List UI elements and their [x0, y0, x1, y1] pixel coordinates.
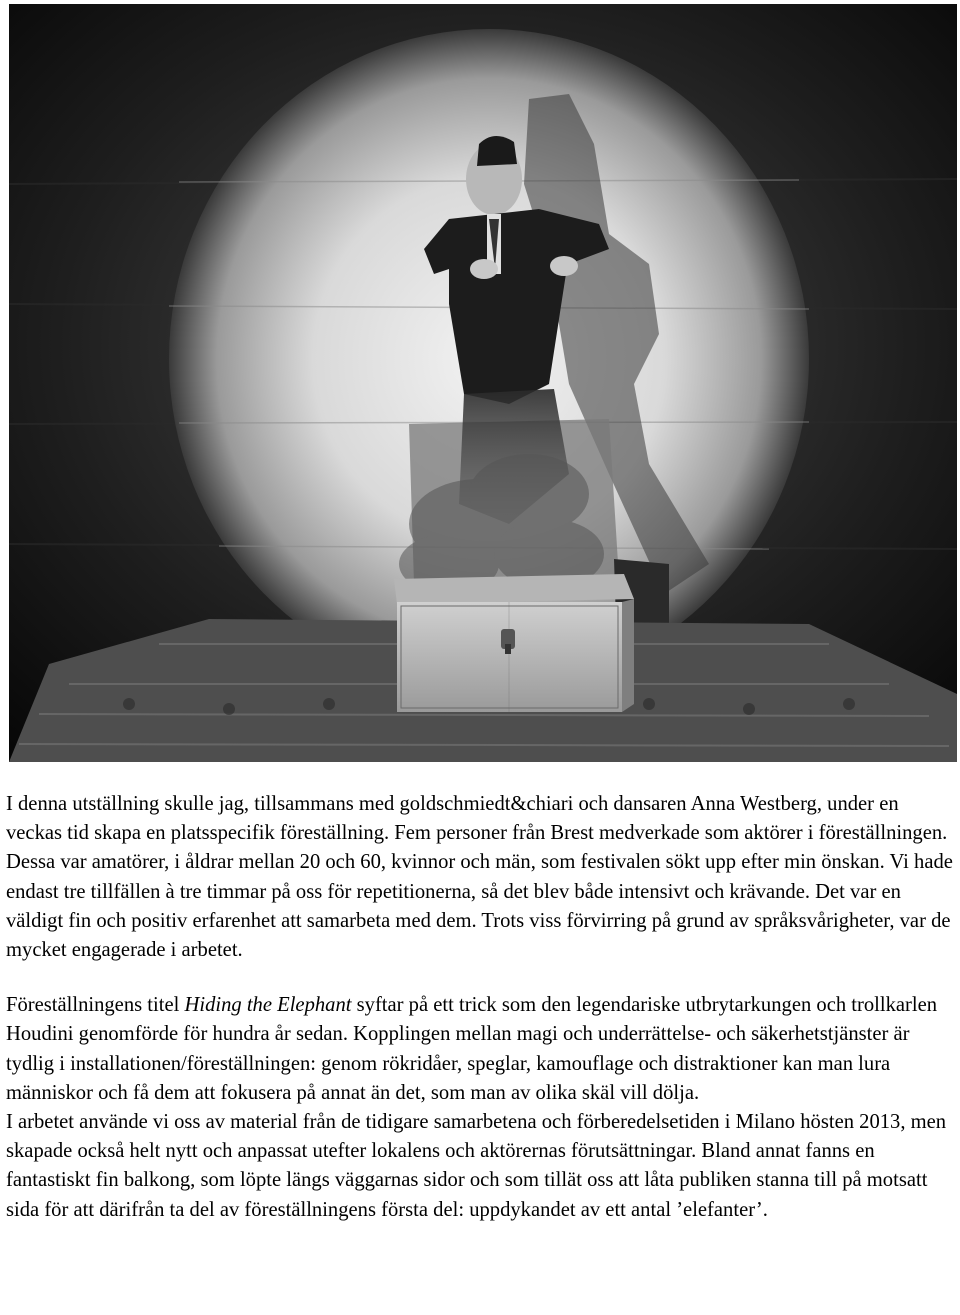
performance-photo-illustration [9, 4, 957, 762]
paragraph-2 [6, 991, 954, 1108]
performance-photo [9, 4, 957, 762]
paragraph-1: I denna utställning skulle jag, tillsammans med goldschmiedt&chiari och dansaren Anna Westberg, under en veckas tid skapa en platsspecifik föreställning. Fem personer från Brest medverkade som aktörer i föreställningen. Dessa var amatörer, i åldrar mellan 20 och 60, kvinnor och män, som festivalen sökt upp efter min önskan. Vi hade endast tre tillfällen à tre timmar på oss för repetitionerna, så det blev både intensivt och krävande. Det var en väldigt fin och positiv erfarenhet att samarbeta med dem. Trots viss förvirring på grund av språksvårigheter, var de mycket engagerade i arbetet. [6, 793, 953, 962]
paragraph-3: I arbetet använde vi oss av material från de tidigare samarbetena och förberedelsetiden i Milano hösten 2013, men skapade också helt nytt och anpassat utefter lokalens och aktörernas förutsättningar. Bland annat fanns en fantastiskt fin balkong, som löpte längs väggarnas sidor och som tillät oss att låta publiken stanna till på motsatt sida för att därifrån ta del av föreställningens första del: uppdykandet av ett antal ’elefanter’. [6, 1111, 947, 1221]
paragraph-2-lead: Föreställningens titel [6, 994, 185, 1017]
performance-title: Hiding the Elephant [184, 994, 352, 1017]
article-text [6, 790, 954, 1225]
magic-box [397, 599, 634, 712]
paragraph-2-rest: syftar på ett trick som den legendariske utbrytarkungen och trollkarlen Houdini genomförde för hundra år sedan. Kopplingen mellan magi och underrättelse- och säkerhetstjänster är tydlig i installationen/föreställningen: genom rökridåer, speglar, kamouflage och distraktioner kan man lura människor och få dem att fokusera på annat än det, som man av olika skäl vill dölja. [6, 994, 938, 1104]
